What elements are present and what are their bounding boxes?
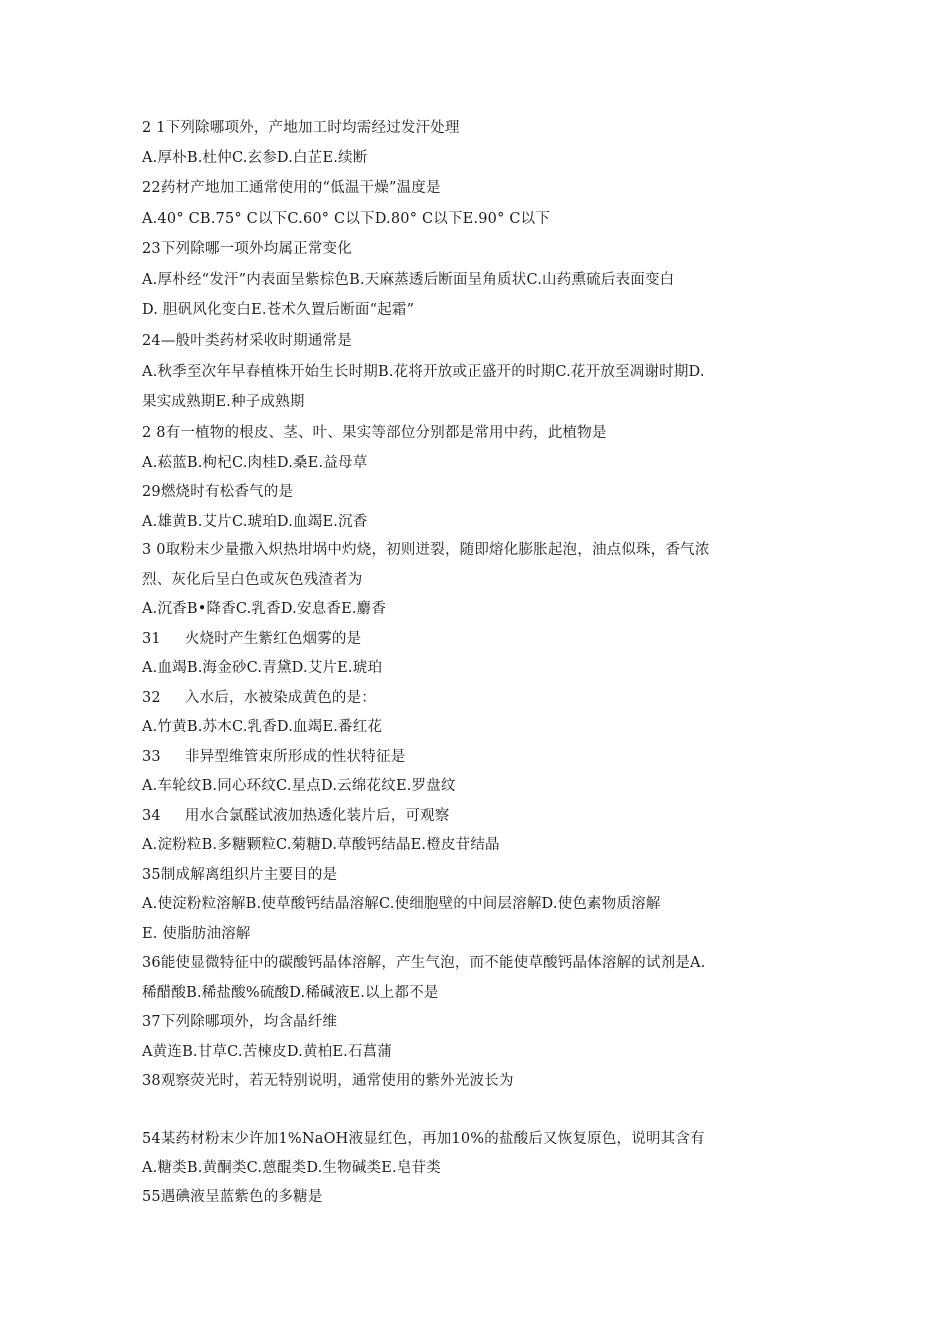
question-21: 2 1下列除哪项外，产地加工时均需经过发汗处理 <box>142 120 460 136</box>
question-32: 32 入水后，水被染成黄色的是： <box>142 690 376 706</box>
question-31: 31 火烧时产生紫红色烟雾的是 <box>142 631 362 647</box>
question-29: 29燃烧时有松香气的是 <box>142 484 294 500</box>
question-36-line1: 36能使显微特征中的碳酸钙晶体溶解，产生气泡，而不能使草酸钙晶体溶解的试剂是A. <box>142 955 706 971</box>
options-35-line2: E. 使脂肪油溶解 <box>142 926 251 942</box>
options-54: A.糖类B.黄酮类C.蒽醌类D.生物碱类E.皂苷类 <box>142 1160 441 1176</box>
options-22: A.40° CB.75° C以下C.60° C以下D.80° C以下E.90° C以下 <box>142 211 551 227</box>
question-24: 24—般叶类药材采收时期通常是 <box>142 333 352 349</box>
question-33: 33 非异型维管束所形成的性状特征是 <box>142 749 406 765</box>
options-30: A.沉香B•降香C.乳香D.安息香E.麝香 <box>142 601 387 617</box>
question-55: 55遇碘液呈蓝紫色的多糖是 <box>142 1189 323 1205</box>
options-23-line2: D. 胆矾风化变白E.苍术久置后断面“起霜” <box>142 302 415 318</box>
options-23-line1: A.厚朴经“发汗”内表面呈紫棕色B.天麻蒸透后断面呈角质状C.山药熏硫后表面变白 <box>142 272 675 288</box>
options-35-line1: A.使淀粉粒溶解B.使草酸钙结晶溶解C.使细胞壁的中间层溶解D.使色素物质溶解 <box>142 896 661 912</box>
question-35: 35制成解离组织片主要目的是 <box>142 867 338 883</box>
question-34: 34 用水合氯醛试液加热透化装片后，可观察 <box>142 808 450 824</box>
question-54: 54某药材粉末少许加1%NaOH液显红色，再加10%的盐酸后又恢复原色，说明其含有 <box>142 1131 705 1147</box>
options-24-line1: A.秋季至次年早春植株开始生长时期B.花将开放或正盛开的时期C.花开放至凋谢时期D. <box>142 364 705 380</box>
options-21: A.厚朴B.杜仲C.玄参D.白芷E.续断 <box>142 150 368 166</box>
options-28: A.菘蓝B.枸杞C.肉桂D.桑E.益母草 <box>142 455 368 471</box>
question-22: 22药材产地加工通常使用的“低温干燥”温度是 <box>142 180 441 196</box>
question-30-line1: 3 0取粉末少量撒入炽热坩埚中灼烧，初则迸裂，随即熔化膨胀起泡，油点似珠，香气浓 <box>142 542 710 558</box>
options-34: A.淀粉粒B.多糖颗粒C.菊糖D.草酸钙结晶E.橙皮苷结晶 <box>142 837 500 853</box>
options-33: A.车轮纹B.同心环纹C.星点D.云绵花纹E.罗盘纹 <box>142 778 456 794</box>
options-32: A.竹黄B.苏木C.乳香D.血竭E.番红花 <box>142 719 383 735</box>
options-29: A.雄黄B.艾片C.琥珀D.血竭E.沉香 <box>142 514 368 530</box>
question-30-line2: 烈、灰化后呈白色或灰色残渣者为 <box>142 572 363 588</box>
options-37: A黄连B.甘草C.苦楝皮D.黄柏E.石菖蒲 <box>142 1044 393 1060</box>
question-23: 23下列除哪一项外均属正常变化 <box>142 241 352 257</box>
question-28: 2 8有一植物的根皮、茎、叶、果实等部位分别都是常用中药，此植物是 <box>142 425 607 441</box>
options-31: A.血竭B.海金砂C.青黛D.艾片E.琥珀 <box>142 660 383 676</box>
options-24-line2: 果实成熟期E.种子成熟期 <box>142 394 305 410</box>
question-37: 37下列除哪项外，均含晶纤维 <box>142 1014 338 1030</box>
question-38: 38观察荧光时，若无特别说明，通常使用的紫外光波长为 <box>142 1073 514 1089</box>
question-36-line2: 稀醋酸B.稀盐酸%硫酸D.稀碱液E.以上都不是 <box>142 985 439 1001</box>
